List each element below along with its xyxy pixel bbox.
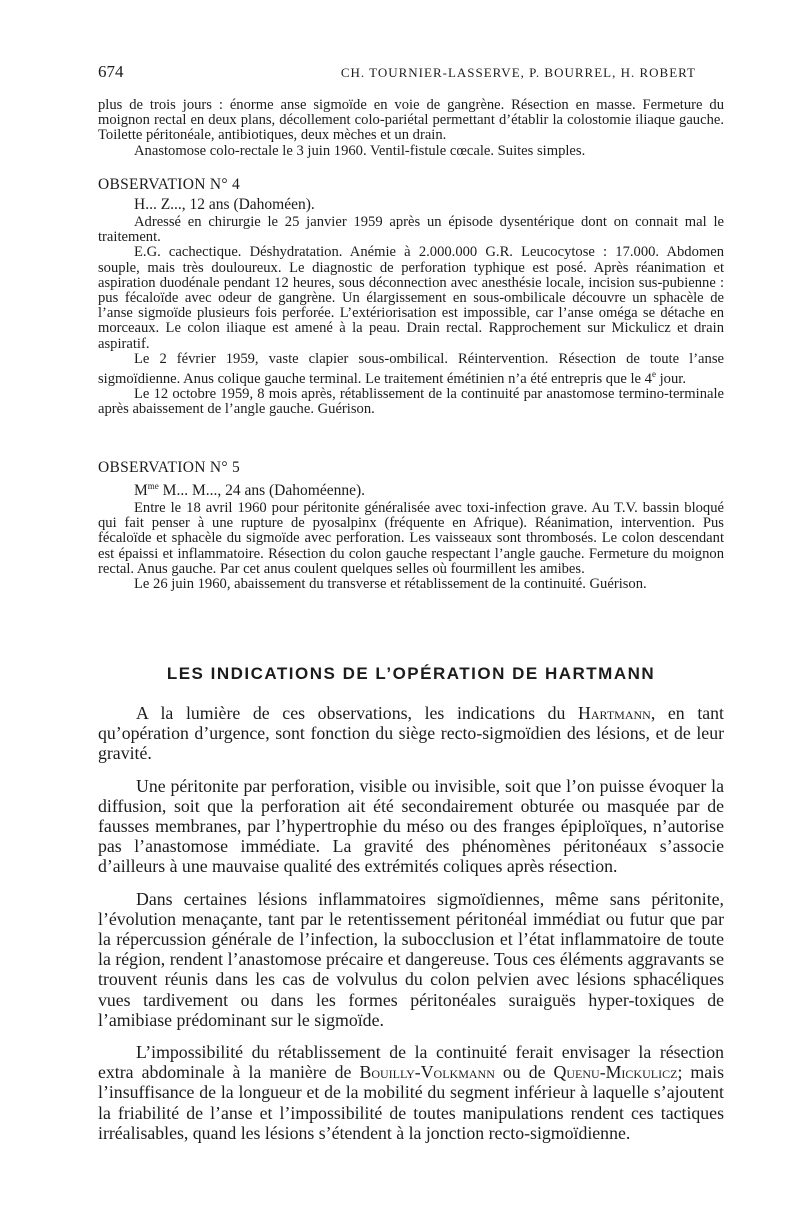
- author-name: Quenu-Mickulicz: [553, 1062, 678, 1083]
- paragraph: Le 2 février 1959, vaste clapier sous-ombilical. Réintervention. Résection de toute l’anse sigmoïdienne. Anus colique gauche terminal. Le traitement émétinien n’a été entrepris que le 4e jour.: [98, 350, 724, 387]
- page-header: [98, 62, 704, 82]
- paragraph: Le 26 juin 1960, abaissement du transverse et rétablissement de la continuité. Guérison.: [134, 576, 647, 593]
- author-name: Bouilly-Volkmann: [359, 1062, 495, 1083]
- page-number: 674: [98, 62, 124, 81]
- paragraph: Une péritonite par perforation, visible ou invisible, soit que l’on puisse évoquer la diffusion, soit que la perforation ait été secondairement obturée ou masquée par de fausses membranes, par l’hypertrophie du méso ou des franges épiploïques, n’autorise pas l’anastomose immédiate. La gravité des phénomènes péritonéaux s’associe d’ailleurs à une mauvaise qualité des extrémités coliques après résection.: [98, 775, 724, 877]
- observation-3-end: [98, 98, 724, 159]
- observation-5-body: [98, 501, 724, 592]
- observation-5-heading: OBSERVATION N° 5: [98, 459, 241, 476]
- paragraph: L’impossibilité du rétablissement de la continuité ferait envisager la résection extra abdominale à la manière de Bouilly-Volkmann ou de Quenu-Mickulicz; mais l’insuffisance de la longueur et de la mobilité du segment inférieur à laquelle s’ajoutent la friabilité de l’anse et l’impossibilité de toutes manipulations rendent ces tactiques irréalisables, quand les lésions s’étendent à la jonction recto-sigmoïdienne.: [98, 1042, 724, 1143]
- observation-4-body: [98, 215, 724, 418]
- running-head-authors: CH. TOURNIER-LASSERVE, P. BOURREL, H. ROBERT: [340, 65, 696, 80]
- author-name: Hartmann: [578, 703, 651, 723]
- paragraph: plus de trois jours : énorme anse sigmoïde en voie de gangrène. Résection en masse. Fermeture du moignon rectal en deux plans, décollement colo-pariétal permettant d’établir la colostomie iliaque gauche. Toilette péritonéale, antibiotiques, deux mèches et un drain.: [98, 97, 724, 144]
- paragraph: Dans certaines lésions inflammatoires sigmoïdiennes, même sans péritonite, l’évolution menaçante, tant par le retentissement péritonéal immédiat ou futur que par la répercussion générale de l’infection, la subocclusion et l’état inflammatoire de toute la région, rendent l’anastomose précaire et dangereuse. Tous ces éléments aggravants se trouvent réunis dans les cas de volvulus du colon pelvien avec lésions sphacéliques vues tardivement ou dans les formes péritonéales suraiguës hyper-toxiques de l’amibiase prédominant sur le sigmoïde.: [98, 888, 724, 1030]
- paragraph: E.G. cachectique. Déshydratation. Anémie à 2.000.000 G.R. Leucocytose : 17.000. Abdomen souple, mais très douloureux. Le diagnostic de perforation typhique est posé. Après réanimation et aspiration duodénale pendant 12 heures, sous déconnection avec anesthésie locale, incision sus-pubienne : pus fécaloïde avec odeur de gangrène. Un élargissement en sous-ombilicale découvre un sphacèle de l’anse sigmoïde plusieurs fois perforée. L’extériorisation est impossible, car l’anse oméga se détache en morceaux. Le colon iliaque est amené à la peau. Drain rectal. Rapprochement sur Mickulicz et drain aspiratif.: [98, 244, 724, 352]
- section-title: LES INDICATIONS DE L’OPÉRATION DE HARTMANN: [166, 664, 656, 683]
- observation-5-patient: $M^{me}$ M... M..., 24 ans (Dahoméenne).: [134, 481, 365, 500]
- paragraph: A la lumière de ces observations, les indications du Hartmann, en tant qu’opération d’urgence, sont fonction du siège recto-sigmoïdien des lésions, et de leur gravité.: [98, 703, 724, 764]
- section-body: [98, 703, 724, 1143]
- paragraph: Anastomose colo-rectale le 3 juin 1960. Ventil-fistule cœcale. Suites simples.: [134, 142, 586, 159]
- paragraph: Le 12 octobre 1959, 8 mois après, rétablissement de la continuité par anastomose termino-terminale après abaissement de l’angle gauche. Guérison.: [98, 386, 724, 418]
- paragraph: Adressé en chirurgie le 25 janvier 1959 après un épisode dysentérique dont on connait mal le traitement.: [98, 214, 724, 246]
- observation-4-heading: OBSERVATION N° 4: [98, 176, 241, 193]
- observation-4-patient: H... Z..., 12 ans (Dahoméen).: [134, 196, 315, 213]
- paragraph: Entre le 18 avril 1960 pour péritonite généralisée avec toxi-infection grave. Au T.V. bassin bloqué qui fait penser à une rupture de pyosalpinx (fréquente en Afrique). Réanimation, intervention. Pus fécaloïde et sphacèle du sigmoïde avec perforation. Les vaisseaux sont thrombosés. Le colon descendant est épaissi et inflammatoire. Résection du colon gauche respectant l’angle gauche. Fermeture du moignon rectal. Anus gauche. Par cet anus coulent quelques selles où fourmillent les amibes.: [98, 500, 724, 577]
